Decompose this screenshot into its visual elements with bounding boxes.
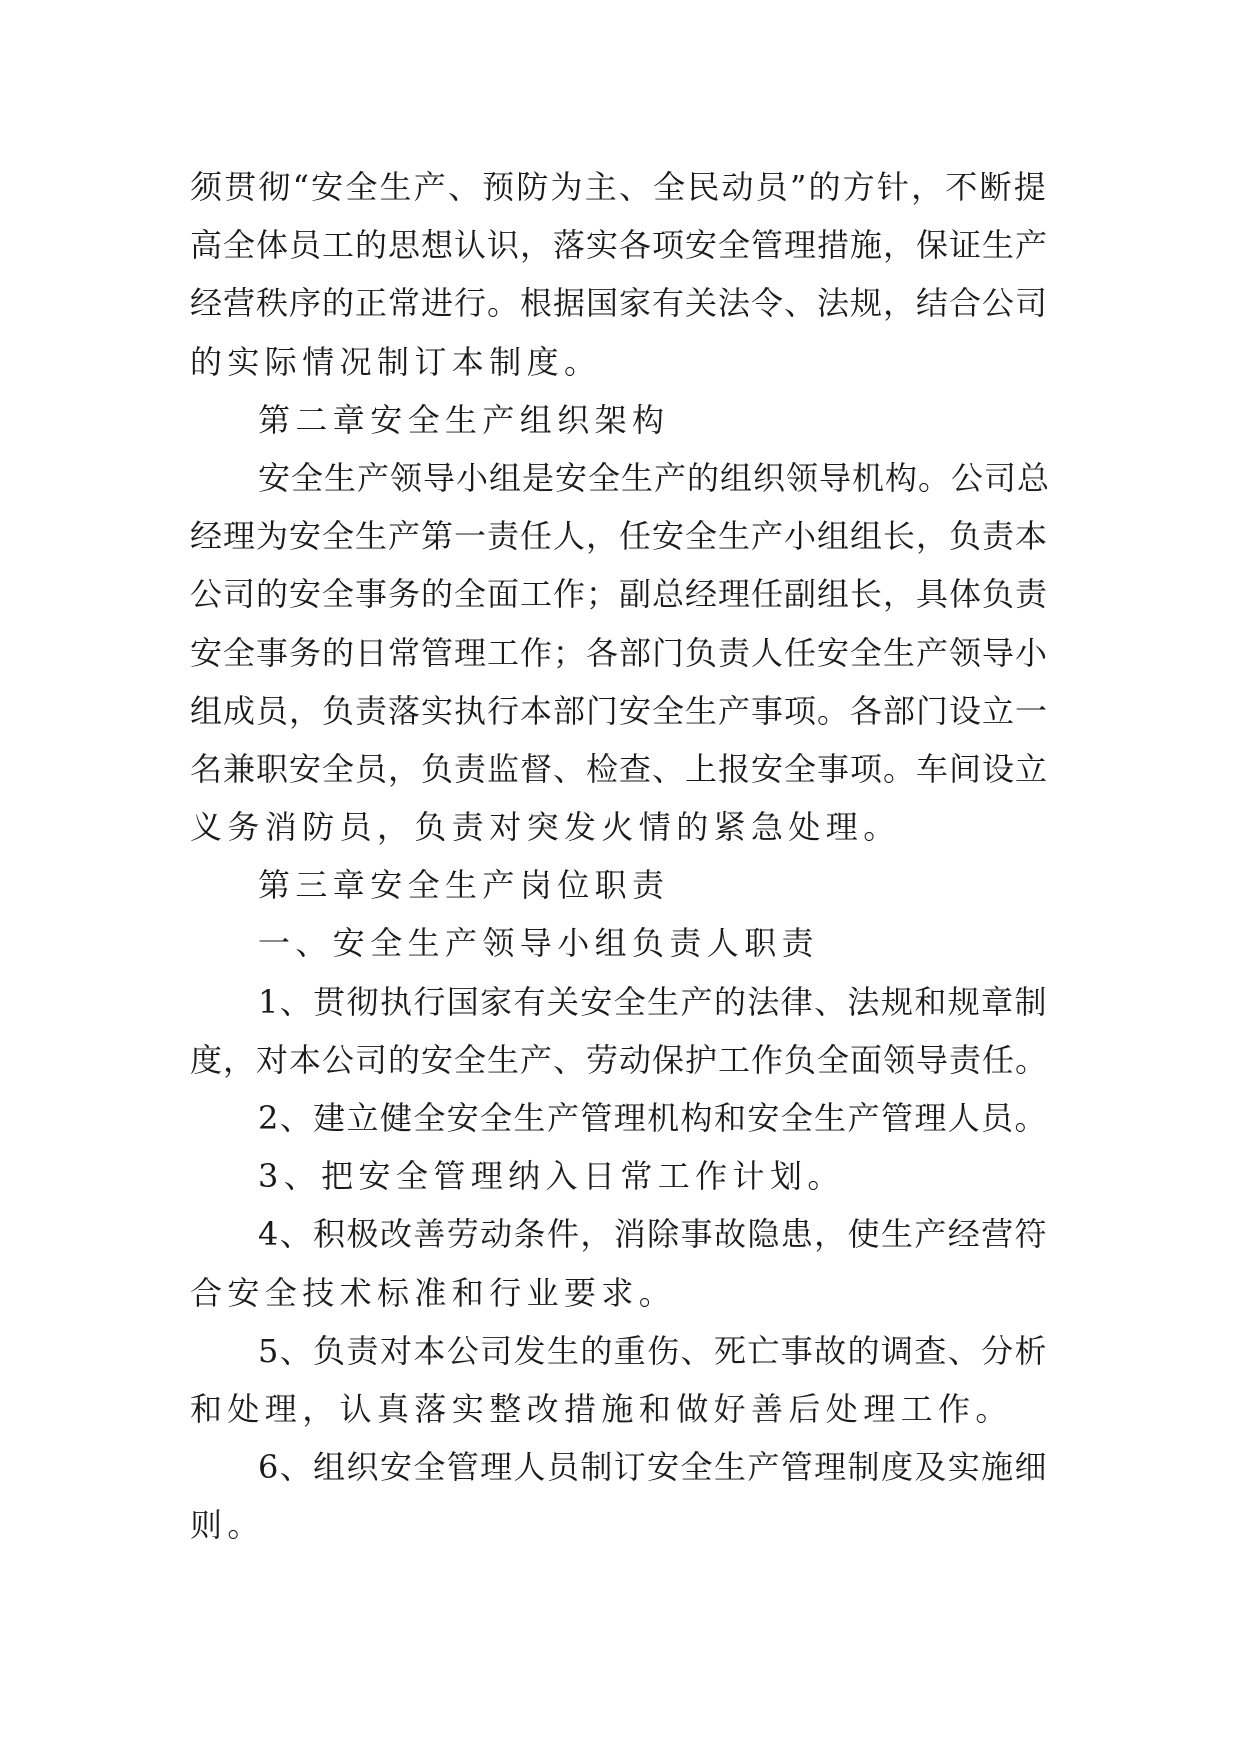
list-item-continuation: 度，对本公司的安全生产、劳动保护工作负全面领导责任。	[190, 1040, 1049, 1079]
list-item-continuation: 和处理，认真落实整改措施和做好善后处理工作。	[190, 1389, 1013, 1428]
paragraph-line: 安全生产领导小组是安全生产的组织领导机构。公司总	[258, 458, 1051, 497]
paragraph-line: 经营秩序的正常进行。根据国家有关法令、法规，结合公司	[190, 284, 1049, 323]
list-item: 5、负责对本公司发生的重伤、死亡事故的调查、分析	[258, 1331, 1048, 1370]
section-heading: 一、安全生产领导小组负责人职责	[258, 924, 820, 963]
list-item-continuation: 合安全技术标准和行业要求。	[190, 1273, 677, 1312]
paragraph-line: 须贯彻“安全生产、预防为主、全民动员”的方针，不断提	[190, 168, 1048, 206]
paragraph-line: 名兼职安全员，负责监督、检查、上报安全事项。车间设立	[190, 749, 1049, 788]
chapter-heading: 第二章安全生产组织架构	[258, 400, 670, 439]
paragraph-line: 公司的安全事务的全面工作；副总经理任副组长，具体负责	[190, 575, 1049, 614]
paragraph-line: 的实际情况制订本制度。	[190, 342, 602, 381]
list-item: 3、把安全管理纳入日常工作计划。	[258, 1157, 845, 1196]
list-item: 4、积极改善劳动条件，消除事故隐患，使生产经营符	[258, 1215, 1048, 1254]
paragraph-line: 经理为安全生产第一责任人，任安全生产小组组长，负责本	[190, 517, 1049, 556]
paragraph-line: 高全体员工的思想认识，落实各项安全管理措施，保证生产	[190, 226, 1049, 265]
paragraph-line: 义务消防员，负责对突发火情的紧急处理。	[190, 808, 901, 847]
document-body	[190, 158, 1052, 1555]
list-item: 1、贯彻执行国家有关安全生产的法律、法规和规章制	[258, 982, 1048, 1021]
paragraph-line: 安全事务的日常管理工作；各部门负责人任安全生产领导小	[190, 633, 1049, 672]
list-item-continuation: 则。	[190, 1506, 265, 1545]
list-item: 6、组织安全管理人员制订安全生产管理制度及实施细	[258, 1448, 1048, 1487]
paragraph-line: 组成员，负责落实执行本部门安全生产事项。各部门设立一	[190, 691, 1049, 730]
chapter-heading: 第三章安全生产岗位职责	[258, 866, 670, 905]
list-item: 2、建立健全安全生产管理机构和安全生产管理人员。	[258, 1099, 1048, 1137]
